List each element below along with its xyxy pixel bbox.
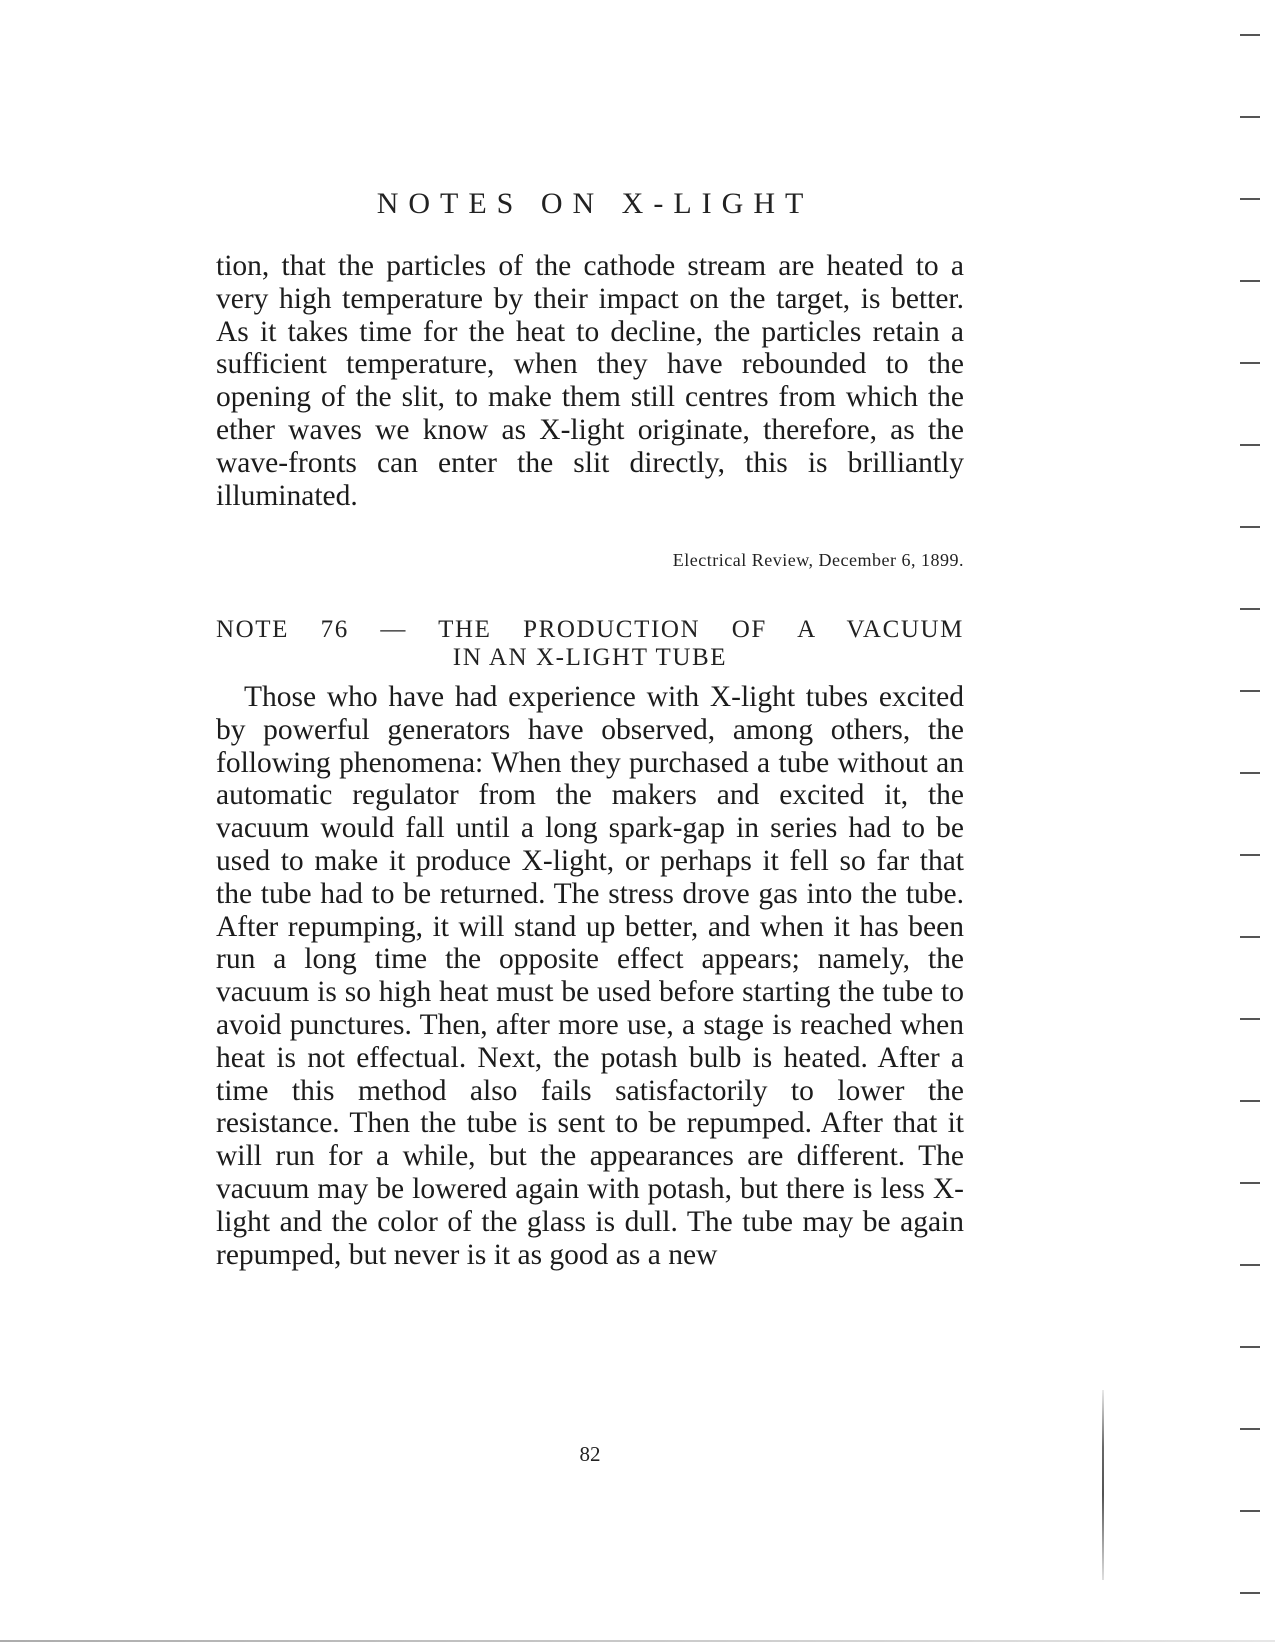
citation: Electrical Review, December 6, 1899.	[672, 550, 964, 570]
scan-bottom-edge	[0, 1640, 1275, 1642]
note-heading	[216, 616, 964, 672]
scan-edge-tick	[1240, 1100, 1260, 1102]
scan-edge-tick	[1240, 1264, 1260, 1266]
scan-edge-tick	[1240, 608, 1260, 610]
page-number: 82	[579, 1442, 601, 1466]
scan-edge-tick	[1240, 1018, 1260, 1020]
scan-edge-tick	[1240, 280, 1260, 282]
running-head: NOTES ON X-LIGHT	[376, 187, 814, 220]
paragraph-continued: tion, that the particles of the cathode stream are heated to a very high temperature by their impact on the target, is better. As it takes time for the heat to decline, the particles retain a sufficient temperature, when they have rebounded to the opening of the slit, to make them still centres from which the ether waves we know as X-light originate, therefore, as the wave-fronts can enter the slit directly, this is brilliantly illuminated.	[216, 250, 964, 512]
note-heading-line-1: NOTE 76 — THE PRODUCTION OF A VACUUM	[216, 616, 964, 643]
scan-edge-tick	[1240, 854, 1260, 856]
scan-edge-tick	[1240, 772, 1260, 774]
scan-edge-tick	[1240, 444, 1260, 446]
scan-edge-tick	[1240, 1510, 1260, 1512]
scan-edge-tick	[1240, 526, 1260, 528]
paragraph-note-76: Those who have had experience with X-light tubes excited by powerful generators have observed, among others, the following phenomena: When they purchased a tube without an automatic regulator from the makers and excited it, the vacuum would fall until a long spark-gap in series had to be used to make it produce X-light, or perhaps it fell so far that the tube had to be returned. The stress drove gas into the tube. After repumping, it will stand up better, and when it has been run a long time the opposite effect appears; namely, the vacuum is so high heat must be used before starting the tube to avoid punctures. Then, after more use, a stage is reached when heat is not effectual. Next, the potash bulb is heated. After a time this method also fails satisfactorily to lower the resistance. Then the tube is sent to be repumped. After that it will run for a while, but the appearances are different. The vacuum may be lowered again with potash, but there is less X-light and the color of the glass is dull. The tube may be again repumped, but never is it as good as a new	[216, 681, 964, 1271]
scan-edge-tick	[1240, 198, 1260, 200]
scan-edge-tick	[1240, 1182, 1260, 1184]
scan-edge-tick	[1240, 1346, 1260, 1348]
scan-edge-tick	[1240, 690, 1260, 692]
scan-edge-tick	[1240, 1592, 1260, 1594]
scan-edge-tick	[1240, 936, 1260, 938]
scan-edge-tick	[1240, 34, 1260, 36]
scan-artifact-streak	[1102, 1390, 1104, 1580]
scan-edge-tick	[1240, 1428, 1260, 1430]
note-heading-line-2: IN AN X-LIGHT TUBE	[452, 644, 728, 671]
scan-edge-tick	[1240, 362, 1260, 364]
scan-edge-tick	[1240, 116, 1260, 118]
